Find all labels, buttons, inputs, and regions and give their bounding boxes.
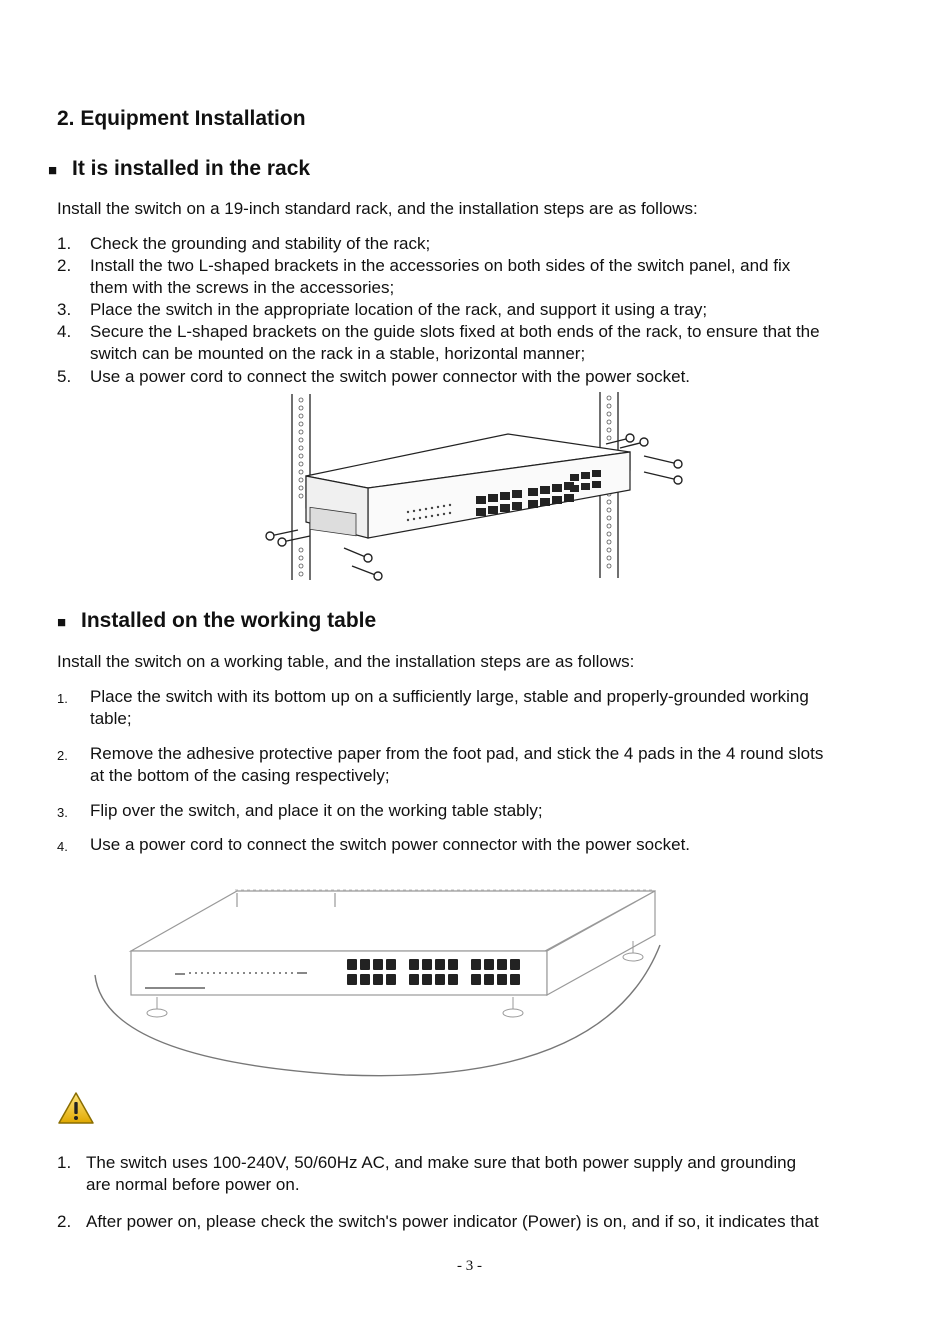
page-number: - 3 -	[457, 1258, 482, 1274]
rack-intro: Install the switch on a 19-inch standard rack, and the installation steps are as follows:	[57, 199, 698, 218]
table-intro: Install the switch on a working table, and the installation steps are as follows:	[57, 652, 635, 671]
bullet-icon: ■	[57, 614, 67, 631]
rack-heading	[48, 157, 310, 181]
table-mount-illustration	[85, 885, 665, 1090]
section-title: 2. Equipment Installation	[57, 107, 306, 130]
bullet-icon: ■	[48, 162, 58, 179]
rack-mount-illustration	[258, 390, 698, 585]
table-heading-text: Installed on the working table	[81, 609, 377, 632]
table-heading	[57, 609, 376, 633]
warning-triangle-icon	[57, 1091, 95, 1125]
rack-heading-text: It is installed in the rack	[72, 157, 311, 180]
